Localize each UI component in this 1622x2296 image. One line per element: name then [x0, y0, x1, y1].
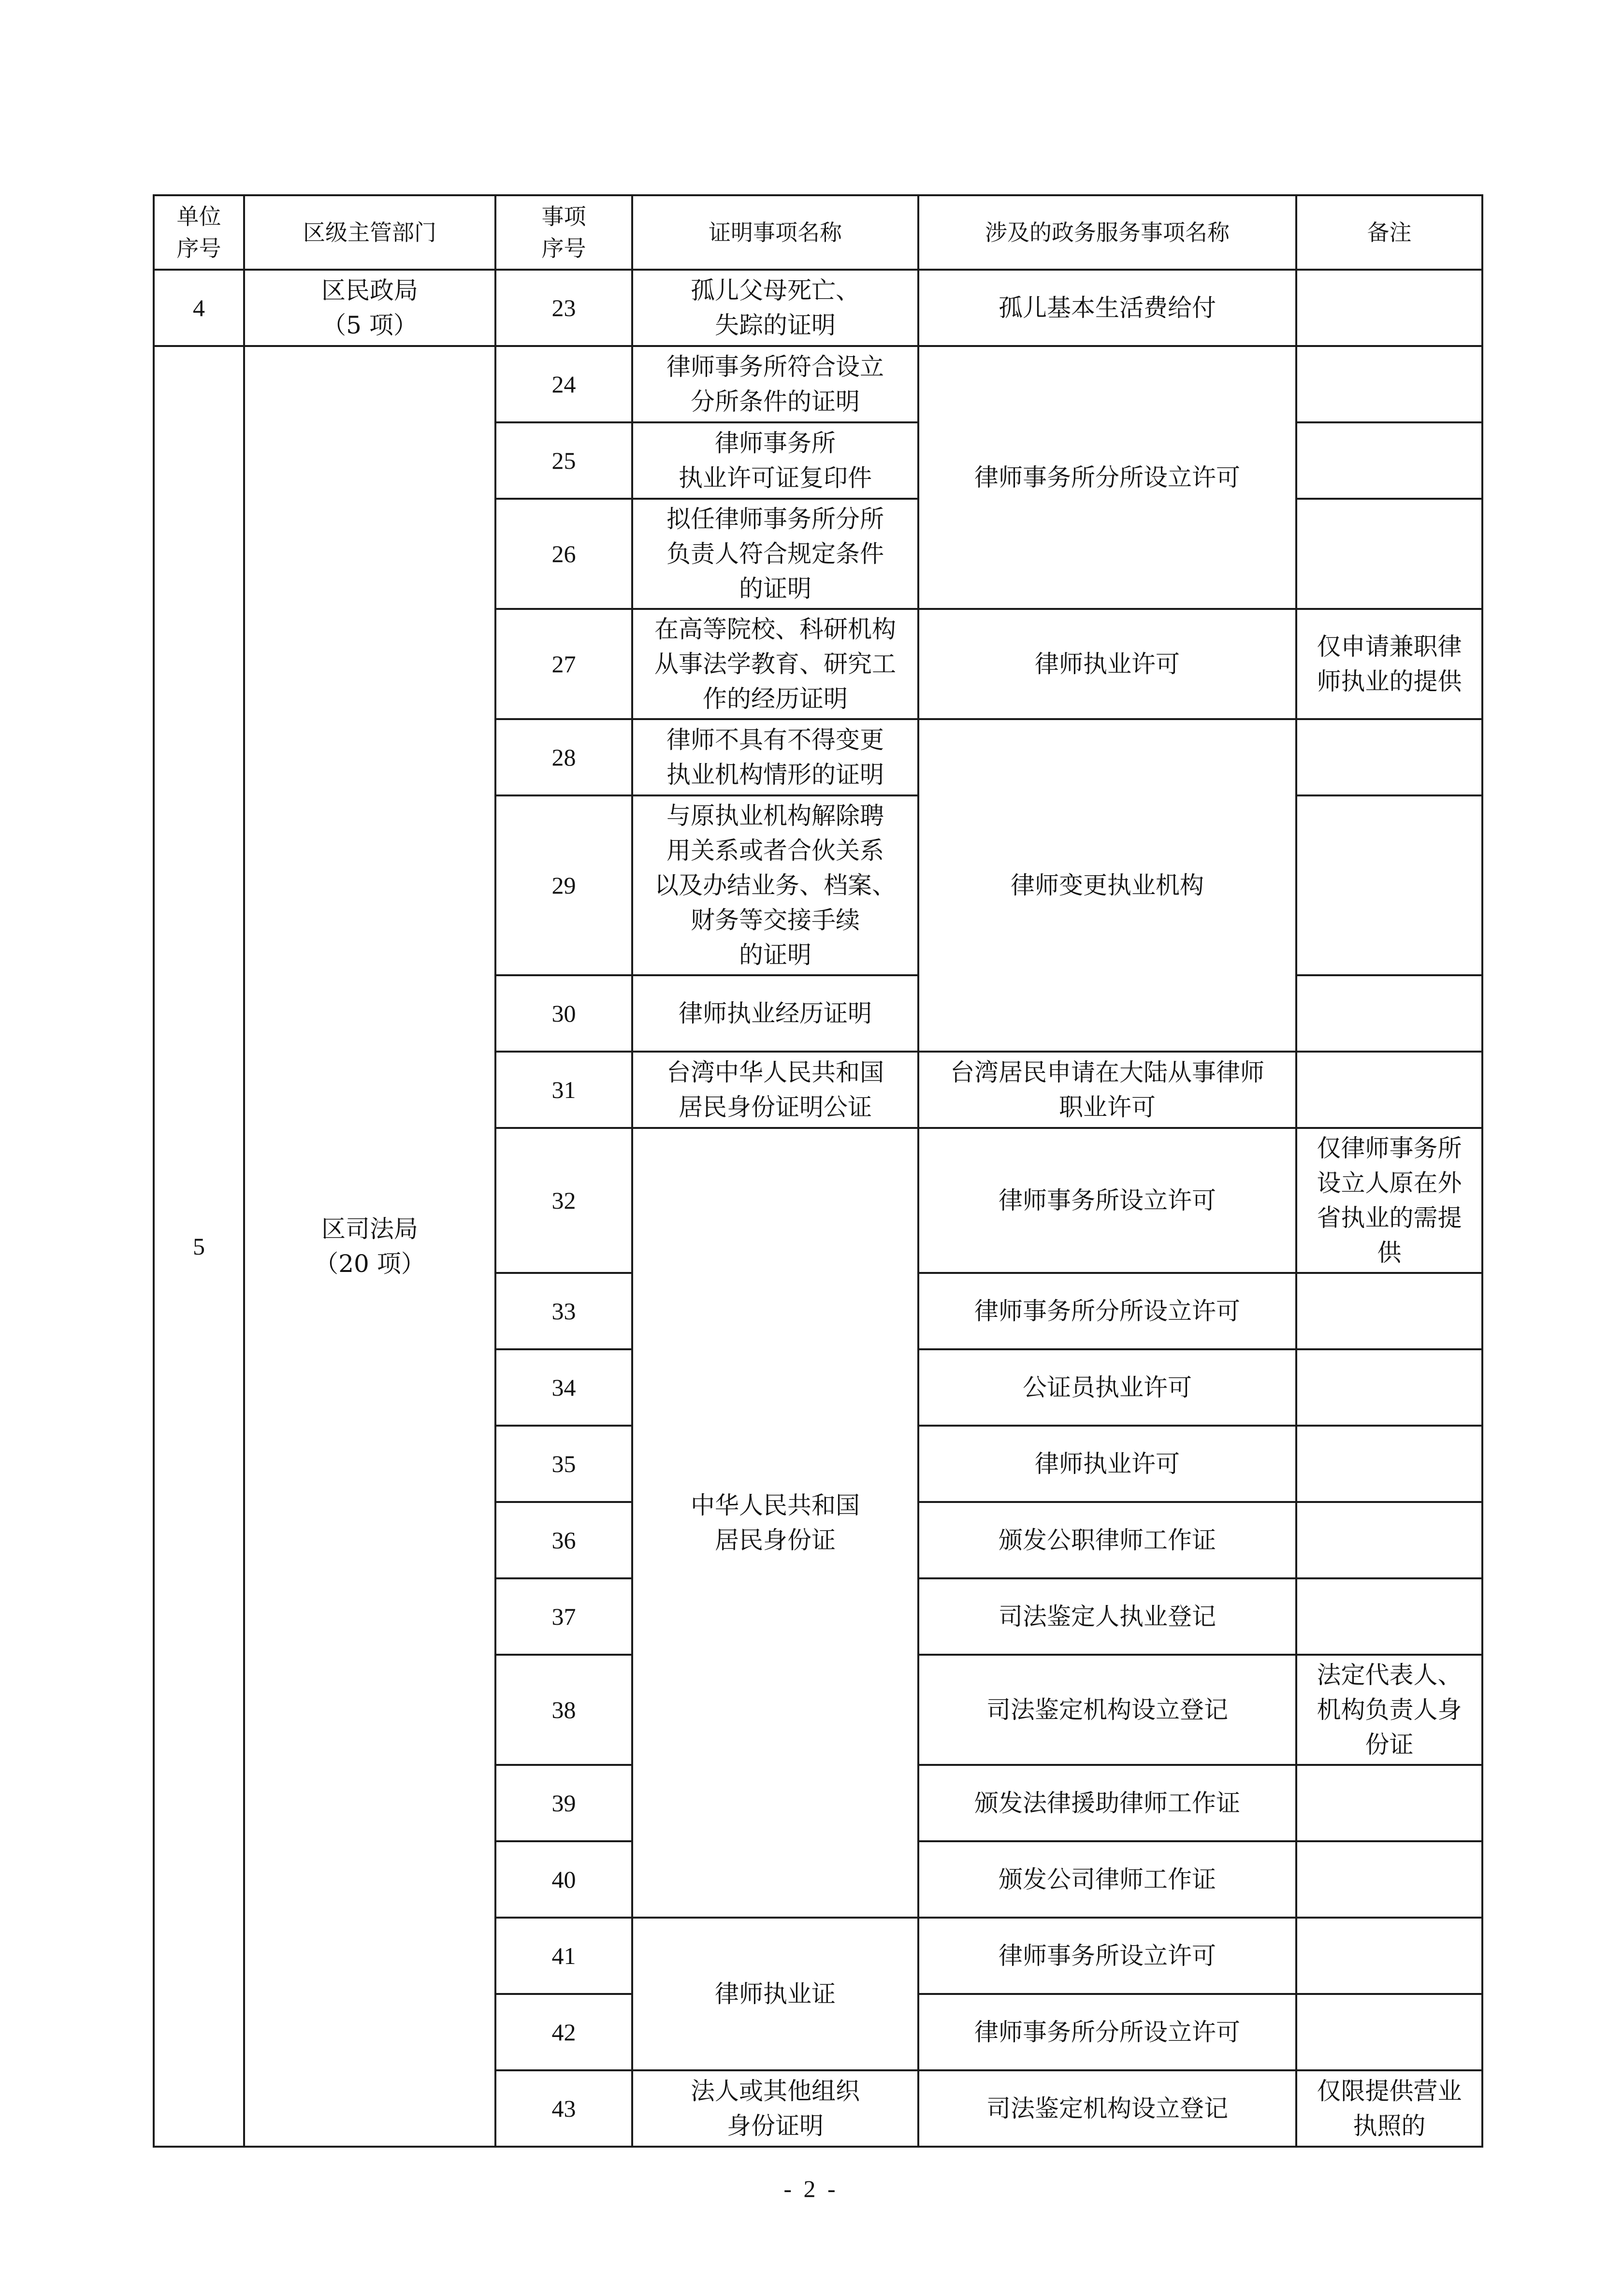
service-name: 公证员执业许可: [918, 1349, 1296, 1426]
certificate-items-table: [153, 194, 1483, 2148]
certificate-name: 在高等院校、科研机构 从事法学教育、研究工 作的经历证明: [632, 609, 918, 719]
item-no: 29: [495, 795, 632, 975]
item-no: 36: [495, 1502, 632, 1578]
unit-no: 4: [154, 270, 244, 346]
service-name: 律师执业许可: [918, 1426, 1296, 1502]
table-row: [154, 346, 1482, 422]
remark: [1296, 975, 1482, 1052]
header-service: 涉及的政务服务事项名称: [918, 195, 1296, 270]
remark: [1296, 1918, 1482, 1994]
certificate-name: 律师执业经历证明: [632, 975, 918, 1052]
item-no: 30: [495, 975, 632, 1052]
item-no: 25: [495, 422, 632, 499]
service-name: 孤儿基本生活费给付: [918, 270, 1296, 346]
remark: [1296, 1349, 1482, 1426]
item-no: 31: [495, 1052, 632, 1128]
remark: [1296, 1841, 1482, 1918]
certificate-name: 法人或其他组织 身份证明: [632, 2070, 918, 2147]
service-name: 司法鉴定机构设立登记: [918, 2070, 1296, 2147]
service-name: 律师事务所设立许可: [918, 1918, 1296, 1994]
department-name: 区民政局 （5 项）: [244, 270, 495, 346]
service-name: 律师事务所分所设立许可: [918, 346, 1296, 609]
unit-no: 5: [154, 346, 244, 2147]
item-no: 39: [495, 1765, 632, 1841]
certificate-name: 中华人民共和国 居民身份证: [632, 1128, 918, 1918]
remark: [1296, 270, 1482, 346]
service-name: 司法鉴定人执业登记: [918, 1578, 1296, 1655]
remark: 仅律师事务所 设立人原在外 省执业的需提 供: [1296, 1128, 1482, 1273]
service-name: 司法鉴定机构设立登记: [918, 1655, 1296, 1765]
department-name: 区司法局 （20 项）: [244, 346, 495, 2147]
service-name: 颁发法律援助律师工作证: [918, 1765, 1296, 1841]
table-header-row: [154, 195, 1482, 270]
service-name: 律师变更执业机构: [918, 719, 1296, 1052]
item-no: 35: [495, 1426, 632, 1502]
remark: [1296, 499, 1482, 609]
remark: [1296, 1994, 1482, 2070]
page-number: - 2 -: [783, 2175, 839, 2202]
remark: [1296, 719, 1482, 795]
service-name: 律师执业许可: [918, 609, 1296, 719]
certificate-name: 律师执业证: [632, 1918, 918, 2070]
item-no: 37: [495, 1578, 632, 1655]
remark: 仅申请兼职律 师执业的提供: [1296, 609, 1482, 719]
service-name: 颁发公司律师工作证: [918, 1841, 1296, 1918]
item-no: 24: [495, 346, 632, 422]
item-no: 27: [495, 609, 632, 719]
service-name: 律师事务所分所设立许可: [918, 1994, 1296, 2070]
service-name: 律师事务所设立许可: [918, 1128, 1296, 1273]
item-no: 38: [495, 1655, 632, 1765]
table-row: [154, 270, 1482, 346]
remark: [1296, 1273, 1482, 1349]
header-remark: 备注: [1296, 195, 1482, 270]
remark: [1296, 1502, 1482, 1578]
certificate-name: 律师事务所 执业许可证复印件: [632, 422, 918, 499]
remark: 仅限提供营业 执照的: [1296, 2070, 1482, 2147]
certificate-name: 台湾中华人民共和国 居民身份证明公证: [632, 1052, 918, 1128]
certificate-name: 律师不具有不得变更 执业机构情形的证明: [632, 719, 918, 795]
remark: [1296, 795, 1482, 975]
remark: [1296, 346, 1482, 422]
remark: [1296, 1765, 1482, 1841]
item-no: 34: [495, 1349, 632, 1426]
item-no: 33: [495, 1273, 632, 1349]
item-no: 42: [495, 1994, 632, 2070]
header-department: 区级主管部门: [244, 195, 495, 270]
item-no: 43: [495, 2070, 632, 2147]
item-no: 32: [495, 1128, 632, 1273]
item-no: 28: [495, 719, 632, 795]
item-no: 40: [495, 1841, 632, 1918]
certificate-name: 拟任律师事务所分所 负责人符合规定条件 的证明: [632, 499, 918, 609]
certificate-name: 律师事务所符合设立 分所条件的证明: [632, 346, 918, 422]
item-no: 23: [495, 270, 632, 346]
item-no: 26: [495, 499, 632, 609]
certificate-name: 与原执业机构解除聘 用关系或者合伙关系 以及办结业务、档案、 财务等交接手续 的证明: [632, 795, 918, 975]
remark: [1296, 1426, 1482, 1502]
remark: [1296, 1052, 1482, 1128]
remark: 法定代表人、 机构负责人身 份证: [1296, 1655, 1482, 1765]
service-name: 颁发公职律师工作证: [918, 1502, 1296, 1578]
service-name: 律师事务所分所设立许可: [918, 1273, 1296, 1349]
service-name: 台湾居民申请在大陆从事律师 职业许可: [918, 1052, 1296, 1128]
header-unit-no: 单位 序号: [154, 195, 244, 270]
certificate-name: 孤儿父母死亡、 失踪的证明: [632, 270, 918, 346]
header-certificate: 证明事项名称: [632, 195, 918, 270]
header-item-no: 事项 序号: [495, 195, 632, 270]
remark: [1296, 1578, 1482, 1655]
item-no: 41: [495, 1918, 632, 1994]
remark: [1296, 422, 1482, 499]
